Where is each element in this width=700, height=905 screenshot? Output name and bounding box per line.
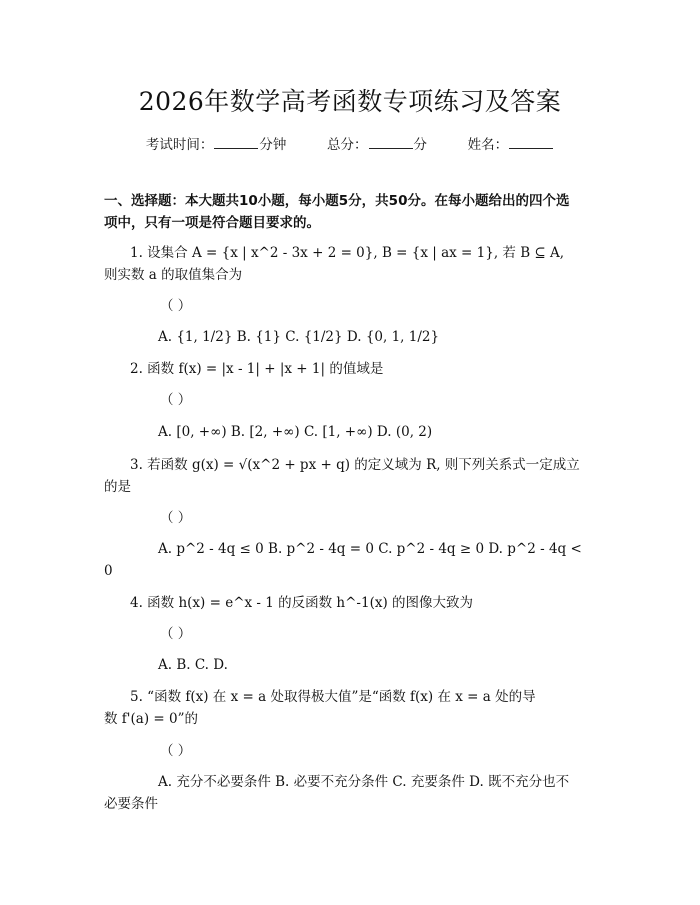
q1-options: A. {1, 1/2} B. {1} C. {1/2} D. {0, 1, 1/2}	[158, 329, 440, 345]
q3-options-line1: A. p^2 - 4q ≤ 0 B. p^2 - 4q = 0 C. p^2 - 4q ≥ 0 D. p^2 - 4q <	[158, 541, 582, 557]
q5-answer-paren: （ ）	[160, 743, 192, 759]
section-heading	[104, 190, 604, 234]
q1-answer-paren: （ ）	[160, 298, 192, 314]
score-label: 总分：	[327, 137, 368, 153]
q5-stem-line2: 数 f'(a) = 0”的	[104, 711, 198, 727]
q1-stem-line1: 1. 设集合 A = {x | x^2 - 3x + 2 = 0}, B = {x | ax = 1}, 若 B ⊆ A,	[130, 245, 565, 261]
name-blank	[509, 135, 553, 149]
q3-answer-paren: （ ）	[160, 510, 192, 526]
q5-options-line1: A. 充分不必要条件 B. 必要不充分条件 C. 充要条件 D. 既不充分也不	[158, 774, 570, 790]
q2-answer-paren: （ ）	[160, 392, 192, 408]
score-blank	[369, 135, 413, 149]
name-label: 姓名：	[467, 137, 509, 153]
score-unit: 分	[413, 137, 427, 153]
q5-stem-line1: 5. “函数 f(x) 在 x = a 处取得极大值”是“函数 f(x) 在 x = a 处的导	[130, 689, 536, 705]
time-unit: 分钟	[259, 137, 287, 153]
page-title: 2026年数学高考函数专项练习及答案	[138, 87, 562, 116]
q3-options-line2: 0	[104, 563, 113, 579]
time-blank	[214, 135, 258, 149]
q4-options: A. B. C. D.	[158, 657, 228, 673]
section-heading-line1: 一、选择题：本大题共10小题，每小题5分，共50分。在每小题给出的四个选	[104, 193, 570, 209]
time-label: 考试时间：	[145, 137, 214, 153]
q2-options: A. [0, +∞) B. [2, +∞) C. [1, +∞) D. (0, 2)	[158, 424, 433, 440]
q3-stem-line1: 3. 若函数 g(x) = √(x^2 + px + q) 的定义域为 R, 则下列关系式一定成立	[130, 457, 580, 473]
q4-answer-paren: （ ）	[160, 626, 192, 642]
q3-stem-line2: 的是	[104, 479, 131, 495]
section-heading-line2: 项中，只有一项是符合题目要求的。	[104, 215, 320, 231]
q5-options-line2: 必要条件	[104, 796, 158, 812]
q1-stem-line2: 则实数 a 的取值集合为	[104, 267, 243, 283]
q4-stem-line1: 4. 函数 h(x) = e^x - 1 的反函数 h^-1(x) 的图像大致为	[130, 595, 474, 611]
q2-stem-line1: 2. 函数 f(x) = |x - 1| + |x + 1| 的值域是	[130, 361, 384, 377]
exam-info-line	[0, 133, 700, 153]
